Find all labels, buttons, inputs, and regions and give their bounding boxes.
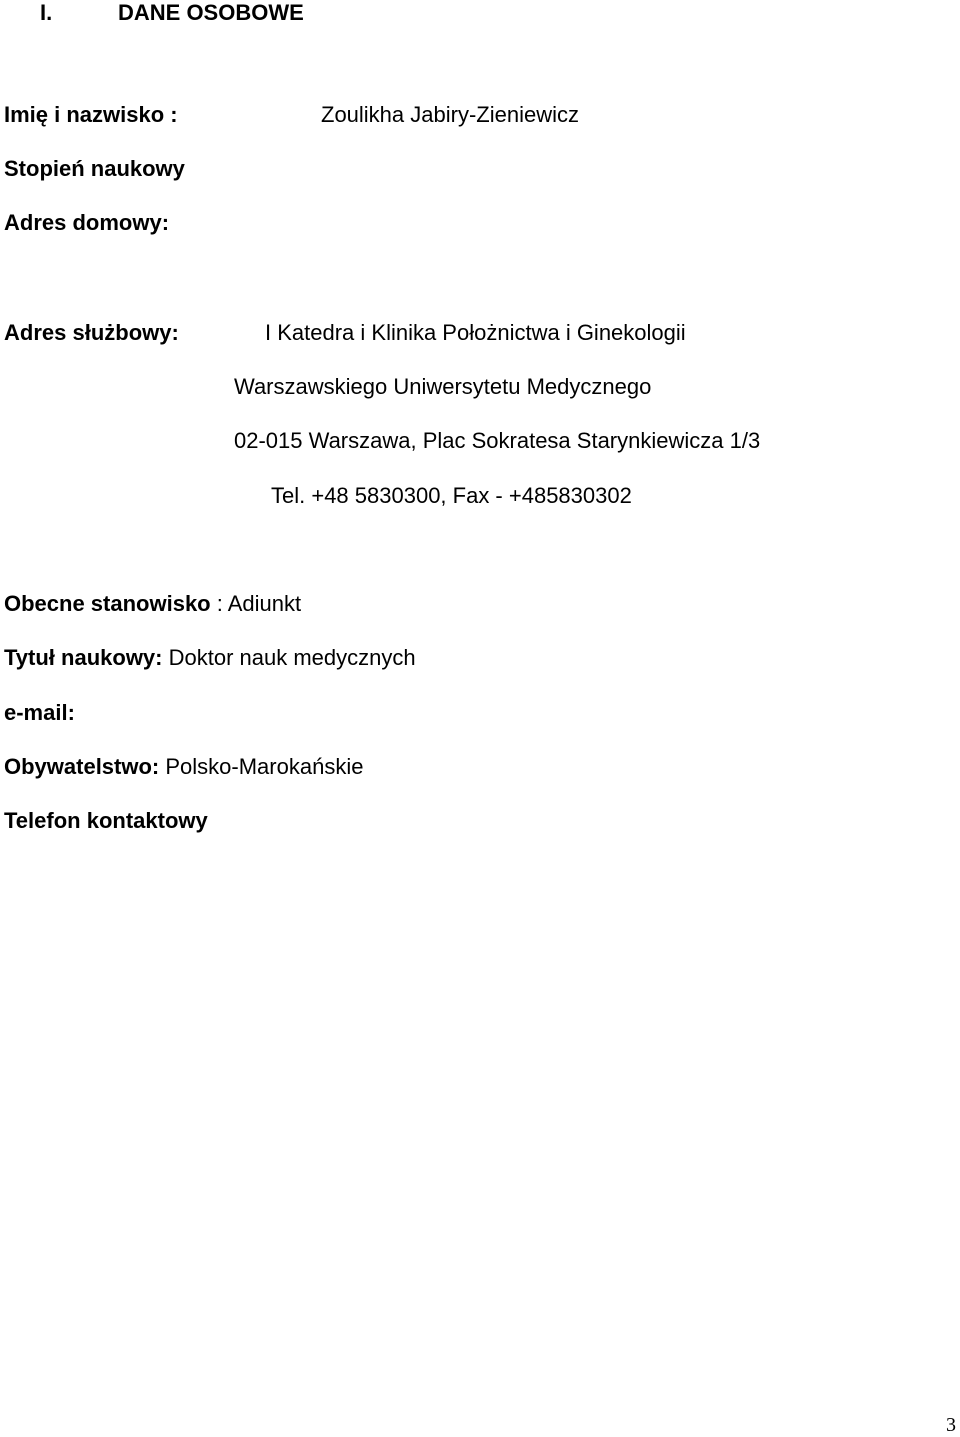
work-address-line: Warszawskiego Uniwersytetu Medycznego [234, 374, 652, 399]
citizenship-value: Polsko-Marokańskie [159, 754, 364, 779]
work-address-line: I Katedra i Klinika Położnictwa i Ginekologii [265, 320, 686, 345]
title-value: Doktor nauk medycznych [162, 645, 416, 670]
phone-label: Telefon kontaktowy [4, 808, 208, 833]
title-label: Tytuł naukowy: [4, 645, 163, 670]
work-address-line: Tel. +48 5830300, Fax - +485830302 [271, 483, 632, 508]
title-row [4, 645, 416, 671]
work-address-label: Adres służbowy: [4, 320, 179, 345]
citizenship-row [4, 754, 363, 780]
section-heading [40, 0, 52, 26]
name-value: Zoulikha Jabiry-Zieniewicz [321, 102, 579, 127]
page-number: 3 [946, 1414, 956, 1436]
work-address-line: 02-015 Warszawa, Plac Sokratesa Starynkiewicza 1/3 [234, 428, 761, 453]
position-value: : Adiunkt [216, 591, 302, 616]
section-number: I. [40, 0, 53, 25]
degree-label: Stopień naukowy [4, 156, 185, 181]
home-address-label: Adres domowy: [4, 210, 170, 235]
section-title: DANE OSOBOWE [118, 0, 304, 25]
name-label: Imię i nazwisko : [4, 102, 178, 127]
position-row [4, 591, 301, 617]
email-label: e-mail: [4, 700, 75, 725]
citizenship-label: Obywatelstwo: [4, 754, 160, 779]
position-label: Obecne stanowisko [4, 591, 211, 616]
